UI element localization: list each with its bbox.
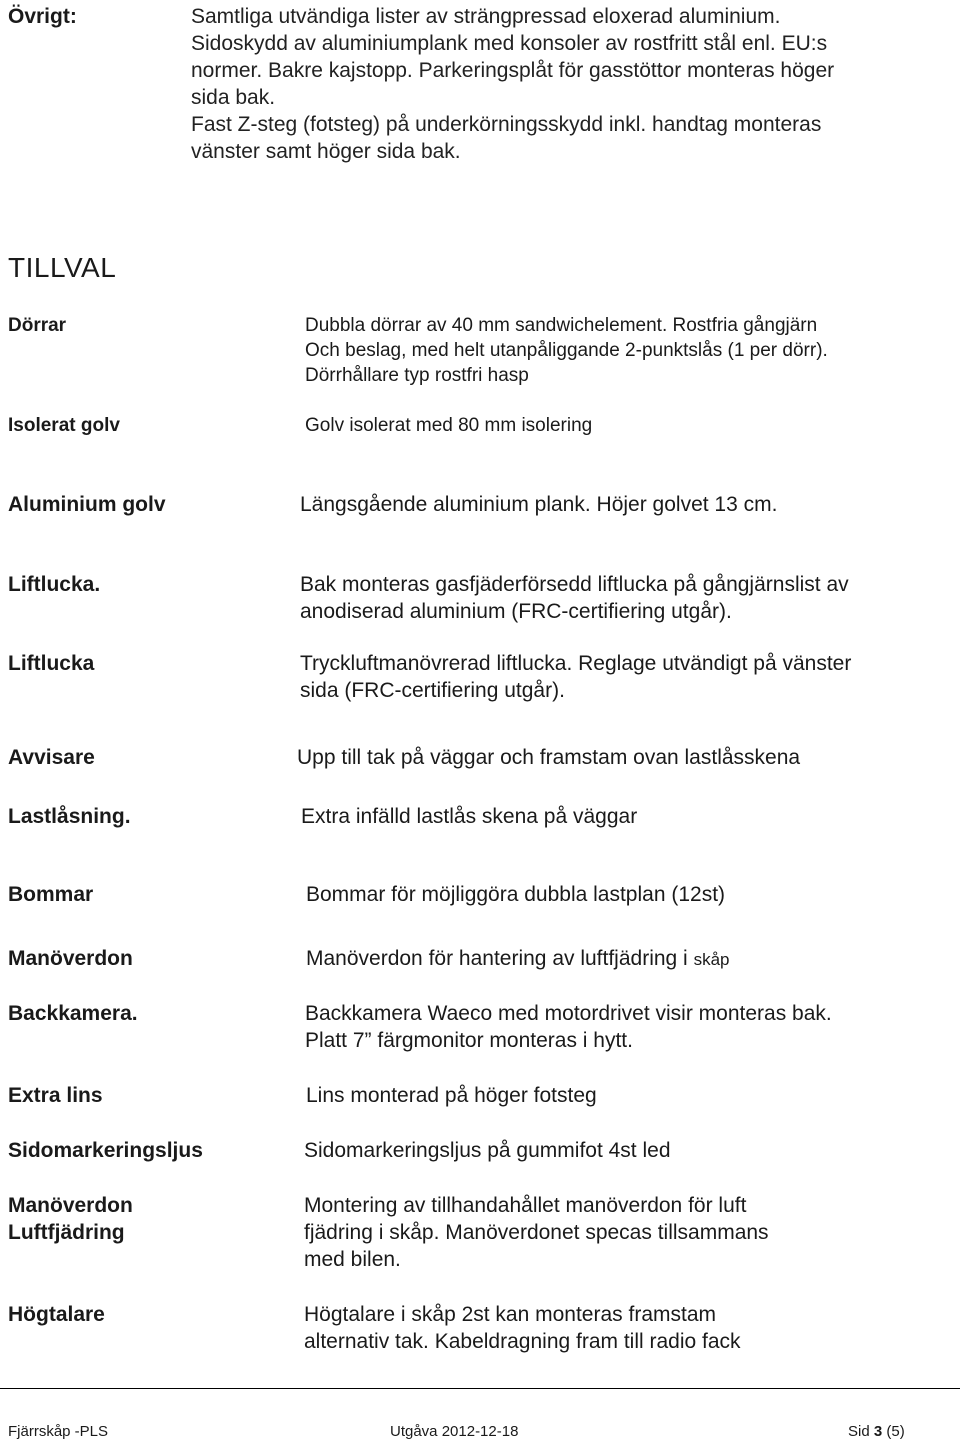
footer-page-total: (5) (882, 1423, 905, 1440)
ovrigt-line-5: Fast Z-steg (fotsteg) på underkörningsskydd inkl. handtag monteras (191, 113, 822, 136)
manoverdon-luft-label-line-2: Luftfjädring (8, 1221, 125, 1244)
manoverdon-text-small: skåp (693, 950, 730, 969)
avvisare-text: Upp till tak på väggar och framstam ovan lastlåsskena (297, 746, 801, 769)
ovrigt-line-3: normer. Bakre kajstopp. Parkeringsplåt för gasstöttor monteras höger (191, 59, 835, 82)
manoverdon-luft-line-3: med bilen. (304, 1248, 401, 1271)
backkamera-label: Backkamera. (8, 1002, 138, 1025)
liftlucka-tryckluft-label: Liftlucka (8, 652, 95, 675)
manoverdon-luft-line-1: Montering av tillhandahållet manöverdon för luft (304, 1194, 747, 1217)
footer-page-current: 3 (873, 1423, 883, 1440)
liftlucka-tryckluft-line-2: sida (FRC-certifiering utgår). (300, 679, 565, 702)
manoverdon-text-main: Manöverdon för hantering av luftfjädring i (306, 947, 694, 970)
manoverdon-label: Manöverdon (8, 947, 133, 970)
sidomarkeringsljus-label: Sidomarkeringsljus (8, 1139, 203, 1162)
manoverdon-luft-text (304, 1192, 769, 1273)
manoverdon-luft-label (8, 1192, 133, 1246)
sidomarkeringsljus-text: Sidomarkeringsljus på gummifot 4st led (304, 1139, 671, 1162)
ovrigt-line-1: Samtliga utvändiga lister av strängpressad eloxerad aluminium. (191, 5, 781, 28)
hogtalare-text (304, 1301, 741, 1355)
dorrar-text (305, 313, 828, 388)
isolerat-golv-label: Isolerat golv (8, 415, 120, 436)
bommar-text: Bommar för möjliggöra dubbla lastplan (12st) (306, 883, 726, 906)
extra-lins-label: Extra lins (8, 1084, 103, 1107)
backkamera-line-2: Platt 7” färgmonitor monteras i hytt. (305, 1029, 633, 1052)
aluminium-golv-text: Längsgående aluminium plank. Höjer golvet 13 cm. (300, 493, 778, 516)
footer-divider (0, 1388, 960, 1389)
dorrar-line-2: Och beslag, med helt utanpåliggande 2-punktslås (1 per dörr). (305, 340, 828, 361)
dorrar-line-3: Dörrhållare typ rostfri hasp (305, 365, 529, 386)
ovrigt-label: Övrigt: (8, 5, 77, 28)
liftlucka-label: Liftlucka. (8, 573, 101, 596)
isolerat-golv-text: Golv isolerat med 80 mm isolering (305, 415, 593, 436)
liftlucka-tryckluft-text (300, 650, 851, 704)
lastlasning-text: Extra infälld lastlås skena på väggar (301, 805, 638, 828)
backkamera-text (305, 1000, 832, 1054)
hogtalare-line-1: Högtalare i skåp 2st kan monteras framstam (304, 1303, 717, 1326)
ovrigt-line-6: vänster samt höger sida bak. (191, 140, 461, 163)
hogtalare-label: Högtalare (8, 1303, 105, 1326)
bommar-label: Bommar (8, 883, 94, 906)
footer-document-name: Fjärrskåp -PLS (8, 1423, 109, 1440)
ovrigt-line-4: sida bak. (191, 86, 276, 109)
ovrigt-line-2: Sidoskydd av aluminiumplank med konsoler av rostfritt stål enl. EU:s (191, 32, 828, 55)
liftlucka-line-2: anodiserad aluminium (FRC-certifiering utgår). (300, 600, 732, 623)
aluminium-golv-label: Aluminium golv (8, 493, 166, 516)
dorrar-label: Dörrar (8, 315, 67, 336)
footer-page-number (848, 1422, 905, 1442)
manoverdon-text (306, 945, 729, 973)
hogtalare-line-2: alternativ tak. Kabeldragning fram till radio fack (304, 1330, 741, 1353)
footer-edition: Utgåva 2012-12-18 (390, 1423, 519, 1440)
avvisare-label: Avvisare (8, 746, 95, 769)
manoverdon-luft-label-line-1: Manöverdon (8, 1194, 133, 1217)
manoverdon-luft-line-2: fjädring i skåp. Manöverdonet specas tillsammans (304, 1221, 769, 1244)
backkamera-line-1: Backkamera Waeco med motordrivet visir monteras bak. (305, 1002, 832, 1025)
footer-page-prefix: Sid (848, 1423, 874, 1440)
liftlucka-tryckluft-line-1: Tryckluftmanövrerad liftlucka. Reglage utvändigt på vänster (300, 652, 852, 675)
extra-lins-text: Lins monterad på höger fotsteg (306, 1084, 597, 1107)
ovrigt-text (191, 3, 834, 165)
lastlasning-label: Lastlåsning. (8, 805, 131, 828)
tillval-heading: TILLVAL (8, 252, 117, 283)
liftlucka-text (300, 571, 849, 625)
dorrar-line-1: Dubbla dörrar av 40 mm sandwichelement. Rostfria gångjärn (305, 315, 818, 336)
liftlucka-line-1: Bak monteras gasfjäderförsedd liftlucka på gångjärnslist av (300, 573, 849, 596)
